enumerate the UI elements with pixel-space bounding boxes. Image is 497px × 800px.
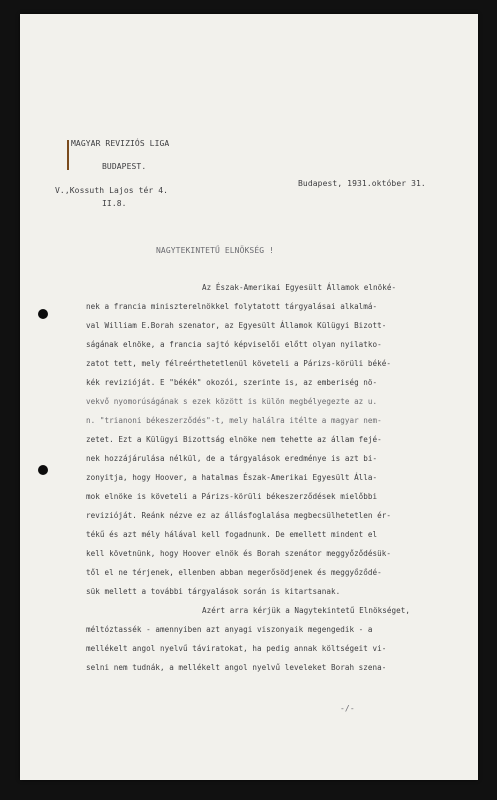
body-line: selni nem tudnák, a mellékelt angol nyelvű leveleket Borah szena- [86,663,387,672]
body-line: mellékelt angol nyelvű táviratokat, ha pedig annak költségeit vi- [86,644,387,653]
body-line: revizióját. Reánk nézve ez az állásfoglalása megbecsülhetetlen ér- [86,511,392,520]
body-line: zonyitja, hogy Hoover, a hatalmas Észak-Amerikai Egyesült Álla- [86,473,378,482]
body-line: mok elnöke is követeli a Párizs-körüli békeszerződések mielőbbi [86,492,378,501]
letterhead-address: V.,Kossuth Lajos tér 4. [55,186,169,195]
body-line: től el ne térjenek, ellenben abban megerősödjenek és meggyőződé- [86,568,382,577]
body-line: Az Észak-Amerikai Egyesült Államok elnöké- [202,283,397,292]
letterhead-org: MAGYAR REVIZIÓS LIGA [71,139,170,148]
body-line: tékű és azt mély hálával kell fogadnunk. De emellett mindent el [86,530,378,539]
body-line: nek hozzájárulása nélkül, de a tárgyalások eredménye is azt bi- [86,454,378,463]
body-line: méltóztassék - amennyiben azt anyagi viszonyaik megengedik - a [86,625,373,634]
body-line: Azért arra kérjük a Nagytekintetű Elnökséget, [202,606,410,615]
body-line: n. "trianoni békeszerződés"-t, mely halálra itélte a magyar nem- [86,416,382,425]
date-line: Budapest, 1931.október 31. [298,179,426,188]
salutation: NAGYTEKINTETŰ ELNÖKSÉG ! [156,246,274,255]
document-page [20,14,478,780]
punch-hole-bottom [38,465,48,475]
body-line: kék revizióját. E "békék" okozói, szerinte is, az emberiség nö- [86,378,378,387]
body-line: vekvő nyomorúságának s ezek között is külön megbélyegezte az u. [86,397,378,406]
letterhead-floor: II.8. [102,199,127,208]
punch-hole-top [38,309,48,319]
body-line: kell követnünk, hogy Hoover elnök és Borah szenátor meggyőződésük- [86,549,392,558]
letterhead-city: BUDAPEST. [102,162,147,171]
continuation-mark: -/- [340,704,355,713]
margin-pencil-mark [67,140,69,170]
body-line: zatot tett, mely félreérthetetlenül követeli a Párizs-körüli béké- [86,359,392,368]
body-line: val William E.Borah szenator, az Egyesült Államok Külügyi Bizott- [86,321,387,330]
body-line: nek a francia miniszterelnökkel folytatott tárgyalásai alkalmá- [86,302,378,311]
body-line: zetet. Ezt a Külügyi Bizottság elnöke nem tehette az állam fejé- [86,435,382,444]
body-line: ságának elnöke, a francia sajtó képviselői előtt olyan nyilatko- [86,340,382,349]
body-line: sük mellett a további tárgyalások során is kitartsanak. [86,587,341,596]
